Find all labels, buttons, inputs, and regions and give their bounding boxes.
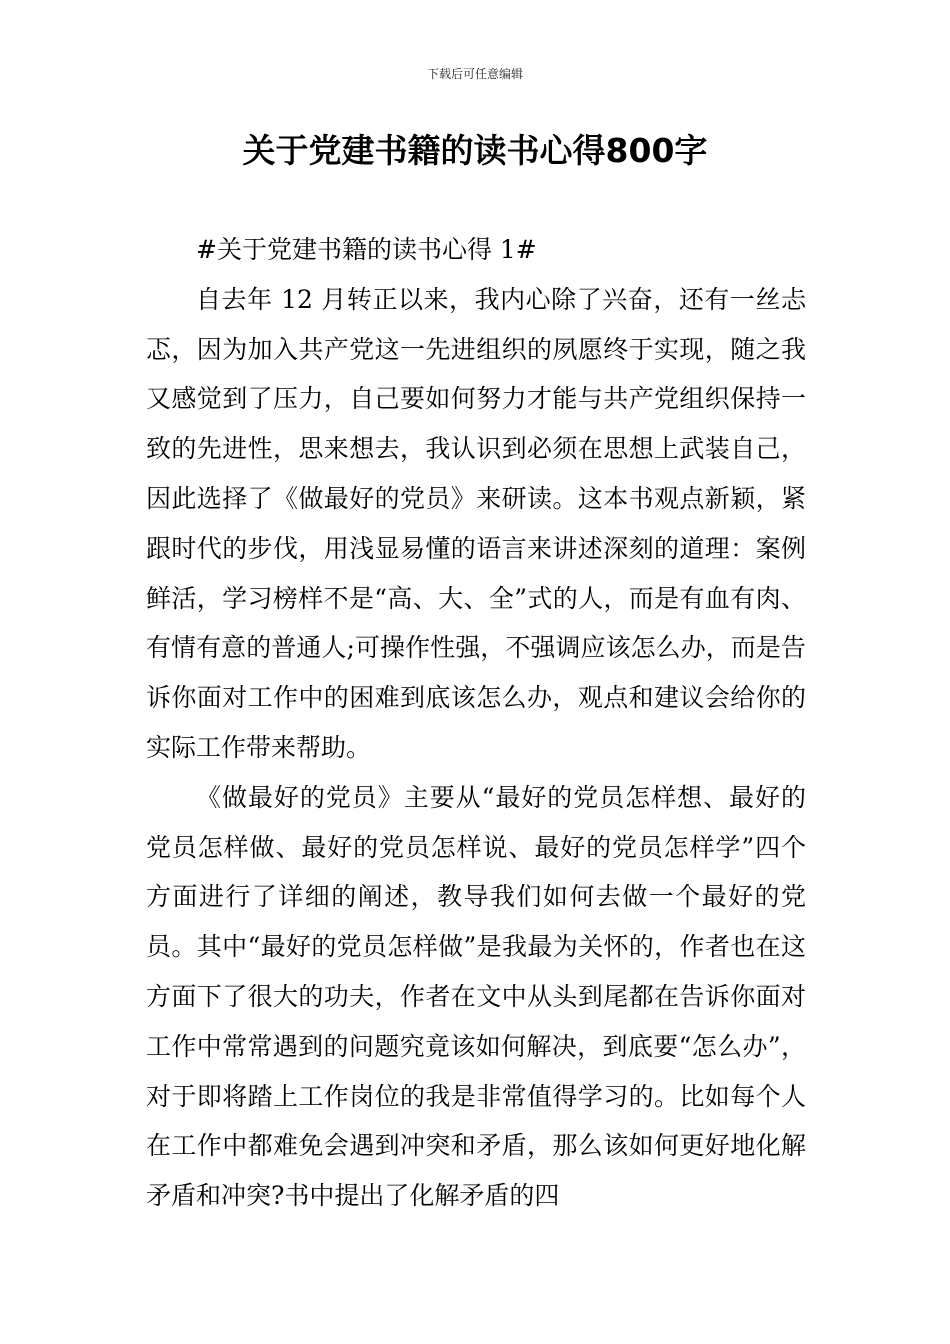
document-title: 关于党建书籍的读书心得800字 bbox=[242, 131, 708, 170]
section-heading: #关于党建书籍的读书心得 1# bbox=[196, 235, 537, 264]
paragraph-2: 《做最好的党员》主要从“最好的党员怎样想、最好的党员怎样做、最好的党员怎样说、最好的党员怎样学”四个方面进行了详细的阐述，教导我们如何去做一个最好的党员。其中“最好的党员怎样做”是我最为关怀的，作者也在这方面下了很大的功夫，作者在文中从头到尾都在告诉你面对工作中常常遇到的问题究竟该如何解决，到底要“怎么办”，对于即将踏上工作岗位的我是非常值得学习的。比如每个人在工作中都难免会遇到冲突和矛盾，那么该如何更好地化解矛盾和冲突?书中提出了化解矛盾的四 bbox=[146, 782, 806, 1211]
header-note: 下载后可任意编辑 bbox=[426, 67, 523, 81]
paragraph-1: 自去年 12 月转正以来，我内心除了兴奋，还有一丝忐忑，因为加入共产党这一先进组织的夙愿终于实现，随之我又感觉到了压力，自己要如何努力才能与共产党组织保持一致的先进性，思来想去，我认识到必须在思想上武装自己，因此选择了《做最好的党员》来研读。这本书观点新颖，紧跟时代的步伐，用浅显易懂的语言来讲述深刻的道理：案例鲜活，学习榜样不是“高、大、全”式的人，而是有血有肉、有情有意的普通人;可操作性强，不强调应该怎么办，而是告诉你面对工作中的困难到底该怎么办，观点和建议会给你的实际工作带来帮助。 bbox=[146, 284, 806, 762]
document-body bbox=[146, 225, 806, 1221]
